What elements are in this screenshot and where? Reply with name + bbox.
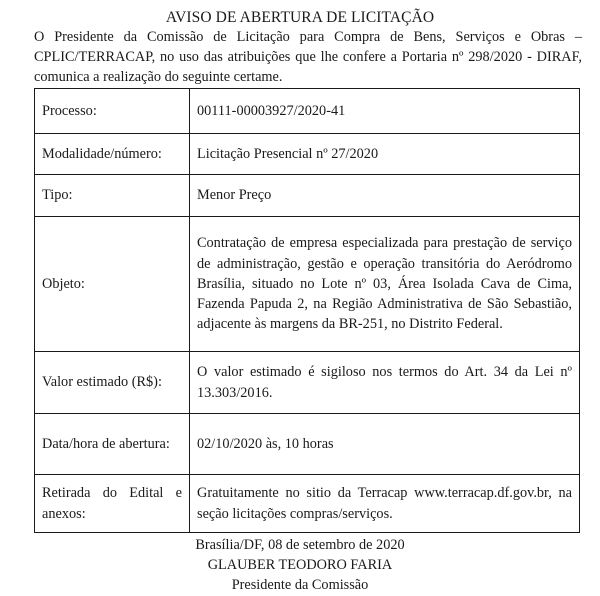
row-label: Processo: — [35, 89, 190, 134]
table-row-data-abertura — [35, 414, 580, 475]
row-value: O valor estimado é sigiloso nos termos do Art. 34 da Lei nº 13.303/2016. — [190, 352, 580, 414]
row-value: Licitação Presencial nº 27/2020 — [190, 134, 580, 175]
row-label: Data/hora de abertura: — [35, 414, 190, 475]
signature-role: Presidente da Comissão — [231, 577, 369, 593]
notice-table — [34, 88, 580, 533]
signature-place-date: Brasília/DF, 08 de setembro de 2020 — [195, 537, 405, 553]
table-row-processo — [35, 89, 580, 134]
table-row-objeto — [35, 217, 580, 352]
row-label: Objeto: — [35, 217, 190, 352]
table-row-modalidade — [35, 134, 580, 175]
table-row-valor-estimado — [35, 352, 580, 414]
signature-block — [0, 535, 600, 595]
row-value: Gratuitamente no sitio da Terracap www.terracap.df.gov.br, na seção licitações compras/serviços. — [190, 475, 580, 533]
row-label: Retirada do Edital e anexos: — [35, 475, 190, 533]
row-value: 02/10/2020 às, 10 horas — [190, 414, 580, 475]
signature-name: GLAUBER TEODORO FARIA — [207, 557, 393, 573]
intro-paragraph: O Presidente da Comissão de Licitação para Compra de Bens, Serviços e Obras – CPLIC/TERRACAP, no uso das atribuições que lhe confere a Portaria nº 298/2020 - DIRAF, comunica a realização do seguinte certame. — [34, 29, 582, 85]
row-label: Modalidade/número: — [35, 134, 190, 175]
table-row-retirada-edital — [35, 475, 580, 533]
document-title: AVISO DE ABERTURA DE LICITAÇÃO — [165, 9, 435, 26]
row-value: Contratação de empresa especializada para prestação de serviço de administração, gestão e operação transitória do Aeródromo Brasília, situado no Lote nº 03, Área Isolada Cava de Cima, Fazenda Papuda 2, na Região Administrativa de São Sebastião, adjacente às margens da BR-251, no Distrito Federal. — [190, 217, 580, 352]
table-row-tipo — [35, 175, 580, 217]
row-value: 00111-00003927/2020-41 — [190, 89, 580, 134]
row-label: Valor estimado (R$): — [35, 352, 190, 414]
row-value: Menor Preço — [190, 175, 580, 217]
row-label: Tipo: — [35, 175, 190, 217]
